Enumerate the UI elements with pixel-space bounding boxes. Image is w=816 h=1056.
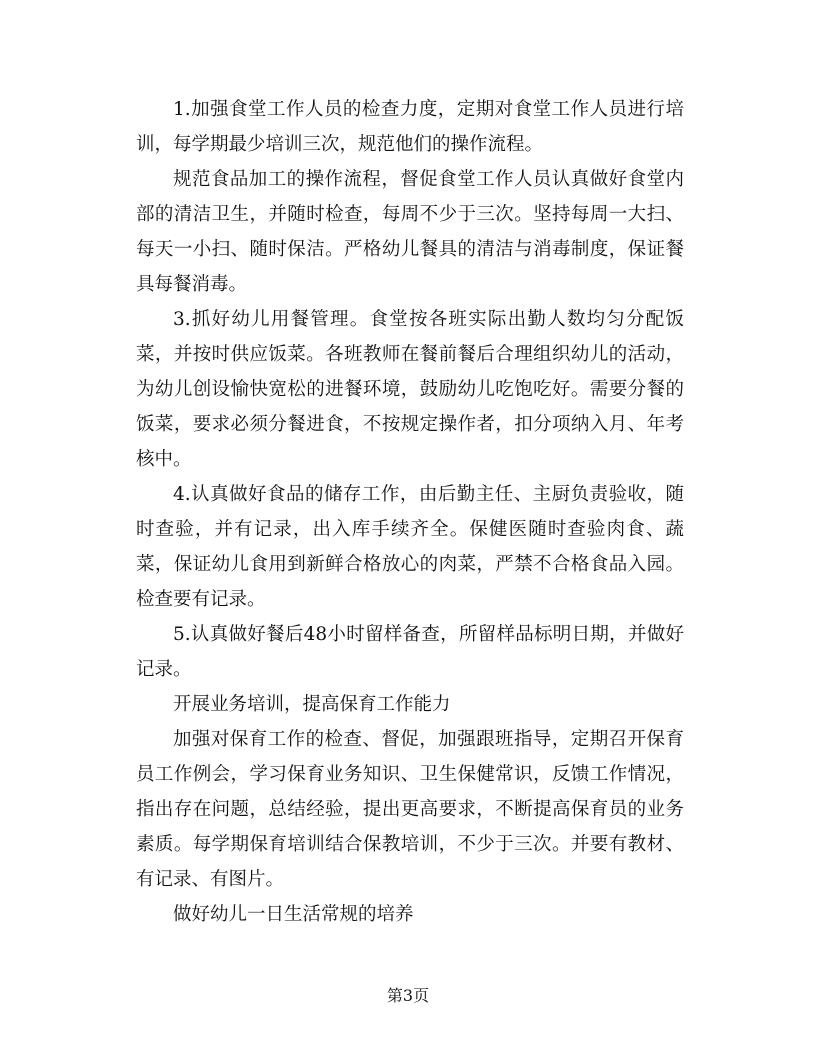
paragraph-food-storage: 4.认真做好食品的储存工作，由后勤主任、主厨负责验收，随时查验，并有记录，出入库手续齐全。保健医随时查验肉食、蔬菜，保证幼儿食用到新鲜合格放心的肉菜，严禁不合格食品入园。检查要有记录。 xyxy=(136,484,684,610)
paragraph-sample-retention: 5.认真做好餐后48小时留样备查，所留样品标明日期，并做好记录。 xyxy=(136,624,684,680)
document-body xyxy=(136,92,684,932)
paragraph-caregiver-training: 加强对保育工作的检查、督促，加强跟班指导，定期召开保育员工作例会，学习保育业务知识、卫生保健常识，反馈工作情况，指出存在问题，总结经验，提出更高要求，不断提高保育员的业务素质。每学期保育培训结合保教培训，不少于三次。并要有教材、有记录、有图片。 xyxy=(136,729,684,890)
paragraph-meal-management: 3.抓好幼儿用餐管理。食堂按各班实际出勤人数均匀分配饭菜，并按时供应饭菜。各班教师在餐前餐后合理组织幼儿的活动，为幼儿创设愉快宽松的进餐环境，鼓励幼儿吃饱吃好。需要分餐的饭菜，要求必须分餐进食，不按规定操作者，扣分项纳入月、年考核中。 xyxy=(136,309,684,470)
page-number: 第3页 xyxy=(386,986,430,1005)
paragraph-canteen-staff-training: 1.加强食堂工作人员的检查力度，定期对食堂工作人员进行培训，每学期最少培训三次，规范他们的操作流程。 xyxy=(136,99,684,155)
paragraph-food-processing: 规范食品加工的操作流程，督促食堂工作人员认真做好食堂内部的清洁卫生，并随时检查，每周不少于三次。坚持每周一大扫、每天一小扫、随时保洁。严格幼儿餐具的清洁与消毒制度，保证餐具每餐消毒。 xyxy=(136,169,684,295)
section-heading-training: 开展业务培训，提高保育工作能力 xyxy=(173,694,451,715)
section-heading-daily-routine: 做好幼儿一日生活常规的培养 xyxy=(173,904,414,925)
